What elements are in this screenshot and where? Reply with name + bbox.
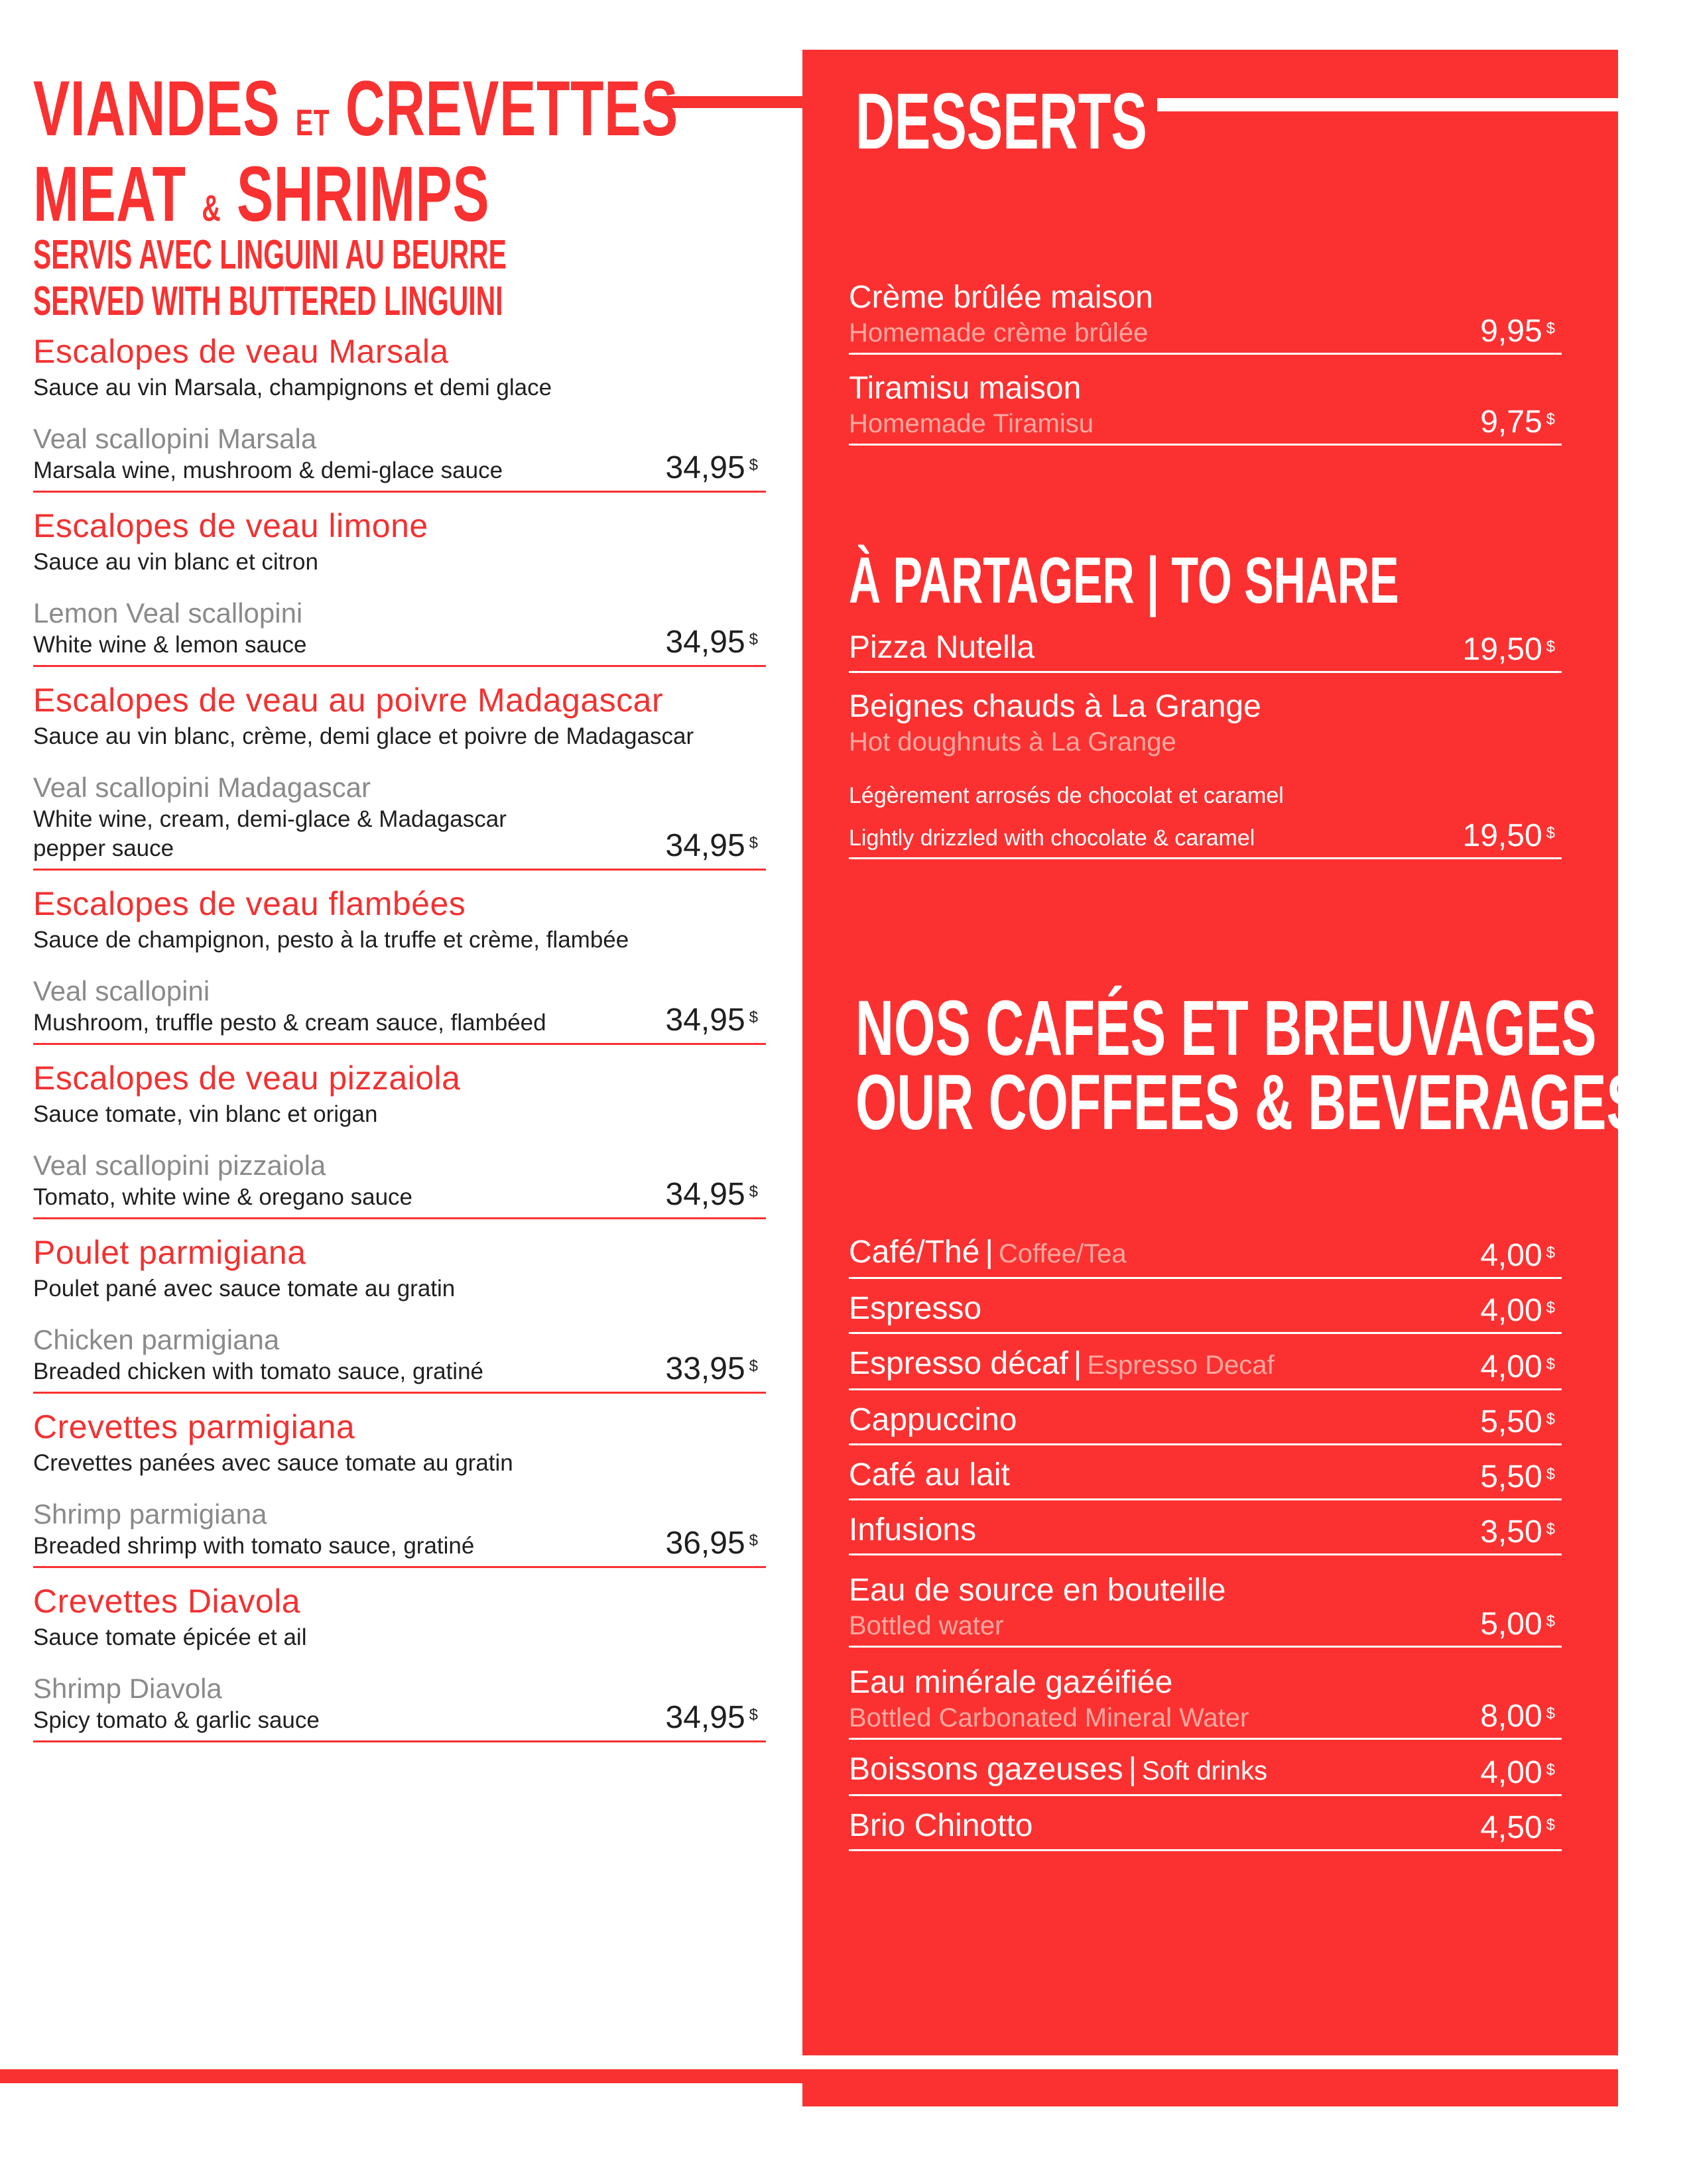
item-name-fr: Escalopes de veau flambées [33,885,466,922]
item-desc-en: Tomato, white wine & oregano sauce [33,1184,412,1210]
menu-item [33,1058,766,1219]
dessert-item [849,369,1562,446]
item-desc-en: Breaded shrimp with tomato sauce, gratiné [33,1533,475,1559]
item-name-en: Bottled water [849,1611,1004,1640]
beverage-item [849,1750,1562,1796]
beverage-item [849,1456,1562,1500]
beverage-item [849,1664,1562,1740]
beverage-item [849,1290,1562,1334]
item-name-fr: Pizza Nutella [849,630,1035,665]
item-name-fr: Crème brûlée maison [849,280,1153,315]
share-title: À PARTAGER | TO SHARE [849,544,1399,617]
item-price: 9,95 $ [1480,314,1555,349]
item-name-fr: Escalopes de veau limone [33,507,428,544]
dessert-item [849,278,1562,355]
item-desc-fr: Poulet pané avec sauce tomate au gratin [33,1276,456,1302]
right-red-panel-footer [802,2069,1618,2106]
beverages-title-fr: NOS CAFÉS ET BREUVAGES [855,985,1597,1072]
section-title-en: MEAT & SHRIMPS [33,151,490,238]
item-name-en: Shrimp parmigiana [33,1498,267,1530]
item-name-en: Homemade Tiramisu [849,409,1094,438]
item-name-en: Lemon Veal scallopini [33,597,303,629]
item-name-fr: Escalopes de veau au poivre Madagascar [33,682,664,719]
item-note-en: Lightly drizzled with chocolate & caramel [849,825,1255,851]
item-price: 34,95 $ [665,828,758,863]
item-price: 4,00 $ [1480,1349,1555,1384]
beverage-item [849,1511,1562,1555]
beverage-item [849,1401,1562,1445]
beverages-title-en: OUR COFFEES & BEVERAGES [855,1059,1642,1146]
item-name-fr: Escalopes de veau pizzaiola [33,1060,461,1097]
item-name-en: Bottled Carbonated Mineral Water [849,1703,1249,1732]
item-desc-en: Spicy tomato & garlic sauce [33,1707,320,1733]
item-desc-en: Marsala wine, mushroom & demi-glace sauce [33,457,503,483]
item-name-en: Espresso Decaf [1087,1351,1275,1380]
item-name-en: Hot doughnuts à La Grange [849,727,1176,757]
item-name-en: Shrimp Diavola [33,1673,222,1704]
item-desc-fr: Sauce tomate, vin blanc et origan [33,1101,378,1127]
item-price: 3,50 $ [1480,1514,1555,1549]
subtitle-fr: SERVIS AVEC LINGUINI AU BEURRE [33,232,507,278]
item-name-en: Veal scallopini [33,975,210,1006]
item-price: 5,00 $ [1480,1607,1555,1642]
item-price: 9,75 $ [1480,404,1555,440]
item-desc-fr: Sauce au vin Marsala, champignons et demi glace [33,375,552,400]
beverage-item [849,1233,1562,1279]
item-name-fr: Crevettes Diavola [33,1583,301,1620]
item-price: 34,95 $ [665,1700,758,1735]
item-name-en: Veal scallopini pizzaiola [33,1150,326,1181]
item-price: 5,50 $ [1480,1404,1555,1439]
item-name-en: Chicken parmigiana [33,1324,280,1355]
item-name-fr: Escalopes de veau Marsala [33,333,449,370]
separator: | [1128,1752,1137,1787]
beverage-item [849,1571,1562,1648]
subtitle-en: SERVED WITH BUTTERED LINGUINI [33,278,503,324]
item-name-fr: Boissons gazeuses [849,1752,1123,1787]
item-name-fr: Brio Chinotto [849,1808,1033,1843]
item-name-fr: Beignes chauds à La Grange [849,689,1261,724]
share-item [849,629,1562,673]
item-price: 33,95 $ [665,1351,758,1386]
item-desc-fr: Sauce tomate épicée et ail [33,1624,307,1650]
beverages-title [855,985,1691,1146]
item-price: 34,95 $ [665,450,758,485]
item-price: 34,95 $ [665,1002,758,1038]
share-list [849,629,1562,874]
item-price: 34,95 $ [665,1177,758,1212]
section-subtitle [33,232,766,332]
item-name-fr: Poulet parmigiana [33,1234,306,1271]
item-desc-fr: Sauce de champignon, pesto à la truffe et crème, flambée [33,927,629,953]
item-price: 4,00 $ [1480,1755,1555,1790]
menu-item [33,680,766,871]
section-title-fr: VIANDES ET CREVETTES [33,65,678,152]
menu-item [33,1581,766,1742]
desserts-title: DESSERTS [855,77,1147,166]
item-name-fr: Eau de source en bouteille [849,1573,1226,1608]
item-price: 4,00 $ [1480,1293,1555,1328]
item-desc-en: White wine & lemon sauce [33,632,307,658]
item-name-fr: Eau minérale gazéifiée [849,1665,1173,1700]
item-price: 4,00 $ [1480,1238,1555,1273]
item-price: 34,95 $ [665,625,758,660]
menu-item [33,1407,766,1568]
item-name-fr: Espresso décaf [849,1346,1068,1381]
item-name-en: Homemade crème brûlée [849,318,1149,347]
separator: | [985,1235,993,1270]
share-item [849,688,1562,859]
item-name-fr: Infusions [849,1512,977,1547]
item-name-en: Soft drinks [1142,1756,1268,1786]
item-desc-en: Breaded chicken with tomato sauce, gratiné [33,1359,483,1384]
menu-item [33,1233,766,1394]
menu-item [33,506,766,667]
footer-rule-left [0,2069,802,2083]
item-name-en: Veal scallopini Marsala [33,423,317,454]
item-price: 5,50 $ [1480,1459,1555,1494]
item-name-fr: Crevettes parmigiana [33,1408,355,1445]
item-price: 4,50 $ [1480,1810,1555,1845]
item-desc-fr: Crevettes panées avec sauce tomate au gratin [33,1450,513,1476]
item-price: 19,50 $ [1462,818,1555,853]
item-name-en: Coffee/Tea [998,1239,1127,1268]
separator: | [1073,1346,1082,1381]
beverage-item [849,1345,1562,1390]
beverage-item [849,1807,1562,1851]
item-note-fr: Légèrement arrosés de chocolat et caramel [849,783,1284,808]
item-name-fr: Café/Thé [849,1235,980,1270]
item-desc-en: Mushroom, truffle pesto & cream sauce, flambéed [33,1010,546,1036]
item-desc-fr: Sauce au vin blanc et citron [33,549,318,575]
item-name-fr: Café au lait [849,1457,1010,1492]
item-price: 8,00 $ [1480,1699,1555,1734]
beverages-list [849,1233,1562,1862]
item-desc-en: White wine, cream, demi-glace & Madagascar pepper sauce [33,806,507,861]
item-desc-fr: Sauce au vin blanc, crème, demi glace et poivre de Madagascar [33,723,694,749]
header-rule-right [1157,98,1618,111]
item-name-en: Veal scallopini Madagascar [33,772,371,803]
item-price: 36,95 $ [665,1526,758,1561]
item-name-fr: Cappuccino [849,1402,1017,1437]
item-price: 19,50 $ [1462,632,1555,667]
desserts-list [849,278,1562,460]
meat-shrimps-section [33,65,766,1756]
section-title [33,65,766,238]
menu-item [33,332,766,493]
menu-item [33,884,766,1045]
item-name-fr: Tiramisu maison [849,371,1082,406]
item-name-fr: Espresso [849,1291,982,1326]
